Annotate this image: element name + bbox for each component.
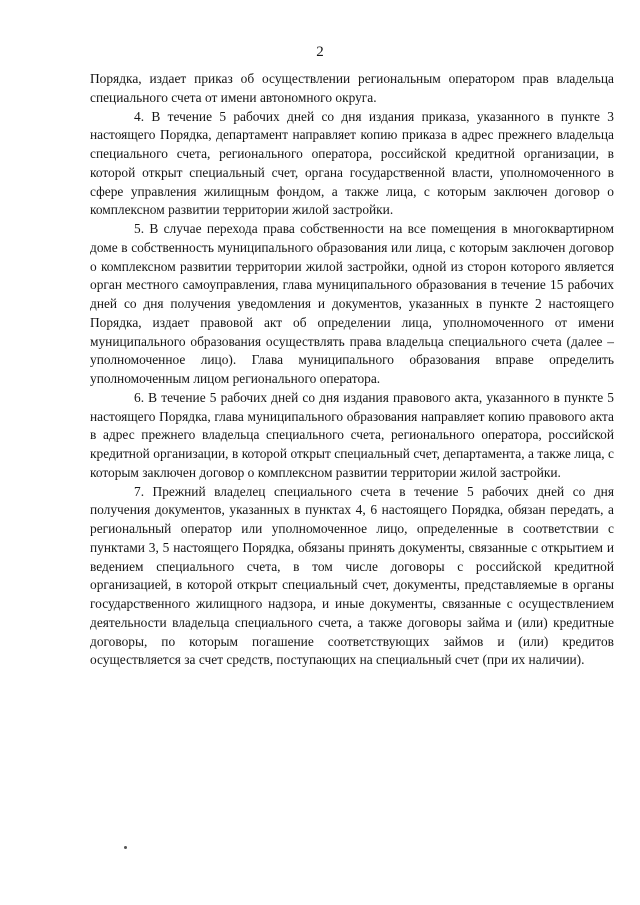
paragraph-item-7: 7. Прежний владелец специального счета в течение 5 рабочих дней со дня получения документов, указанных в пунктах 4, 6 настоящего Порядка, обязан передать, а региональный оператор или уполномоченное лицо, определенные в соответствии с пунктами 3, 5 настоящего Порядка, обязаны принять документы, связанные с открытием и ведением специального счета, в том числе договоры с российской кредитной организацией, в которой открыт специальный счет, документы, представляемые в органы государственного жилищного надзора, и иные документы, связанные с осуществлением деятельности владельца специального счета, а также договоры займа и (или) кредитные договоры, по которым погашение соответствующих займов и (или) кредитов осуществляется за счет средств, поступающих на специальный счет (при их наличии). [90,483,614,668]
page-number: 2 [316,44,324,60]
paragraph-item-4: 4. В течение 5 рабочих дней со дня издания приказа, указанного в пункте 3 настоящего Порядка, департамент направляет копию приказа в адрес прежнего владельца специального счета, регионального оператора, российской кредитной организации, в которой открыт специальный счет, органа государственной власти, уполномоченного в сфере управления жилищным фондом, а также лица, с которым заключен договор о комплексном развитии территории жилой застройки. [90,108,614,218]
paragraph-item-6: 6. В течение 5 рабочих дней со дня издания правового акта, указанного в пункте 5 настоящего Порядка, глава муниципального образования направляет копию правового акта в адрес прежнего владельца специального счета, регионального оператора, российской кредитной организации, в которой открыт специальный счет, департамента, а также лица, с которым заключен договор о комплексном развитии территории жилой застройки. [90,389,614,480]
scan-dot-mark [124,846,127,849]
paragraph-item-5: 5. В случае перехода права собственности на все помещения в многоквартирном доме в собственность муниципального образования или лица, с которым заключен договор о комплексном развитии территории жилой застройки, одной из сторон которого является орган местного самоуправления, глава муниципального образования в течение 15 рабочих дней со дня получения уведомления и документов, указанных в пункте 2 настоящего Порядка, издает правовой акт об определении лица, уполномоченного от имени муниципального образования осуществлять права владельца специального счета (далее – уполномоченное лицо). Глава муниципального образования вправе определить уполномоченным лицом регионального оператора. [90,221,614,386]
paragraph-continuation: Порядка, издает приказ об осуществлении региональным оператором прав владельца специального счета от имени автономного округа. [90,71,614,105]
document-body [90,70,614,670]
